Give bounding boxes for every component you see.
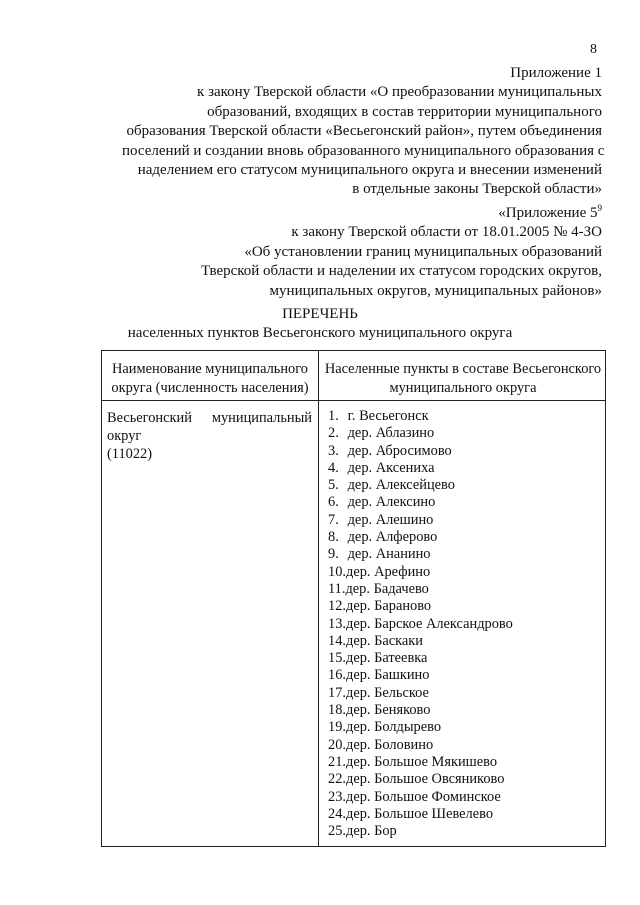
item-number: 5.	[328, 477, 339, 494]
item-number: 24.	[328, 805, 346, 822]
list-item	[328, 789, 513, 806]
settlement-name: дер. Алексино	[347, 494, 436, 511]
annex-heading-superscript: 9	[597, 203, 602, 213]
item-number: 8.	[328, 529, 339, 546]
settlement-name: дер. Бор	[346, 823, 397, 840]
item-number: 23.	[328, 788, 346, 805]
appendix-line: образования Тверской области «Весьегонский район», путем объединения	[126, 123, 602, 140]
list-item	[328, 460, 513, 477]
item-number: 18.	[328, 702, 346, 719]
item-number: 3.	[328, 442, 339, 459]
settlements-table	[101, 350, 606, 847]
list-item	[328, 512, 513, 529]
district-name-line	[107, 409, 312, 427]
list-item	[328, 616, 513, 633]
annex-line: «Об установлении границ муниципальных образований	[244, 243, 602, 260]
header-district-column: Наименование муниципального округа (численность населения)	[111, 361, 309, 396]
list-item	[328, 581, 513, 598]
annex-line: муниципальных округов, муниципальных районов»	[269, 282, 602, 299]
item-number: 1.	[328, 408, 339, 424]
settlement-name: дер. Большое Мякишево	[346, 753, 498, 770]
item-number: 2.	[328, 425, 339, 442]
settlement-name: дер. Бельское	[346, 684, 429, 701]
list-item	[328, 443, 513, 460]
list-subtitle: населенных пунктов Весьегонского муниципального округа	[127, 325, 513, 341]
list-item	[328, 408, 513, 425]
settlement-name: дер. Барское Александрово	[346, 615, 513, 632]
list-item	[328, 719, 513, 736]
district-name-line: округ	[107, 428, 142, 444]
item-number: 25.	[328, 823, 346, 840]
appendix-line: поселений и создании вновь образованного муниципального образования с	[122, 142, 605, 159]
item-number: 6.	[328, 494, 339, 511]
settlement-name: дер. Бараново	[346, 598, 432, 615]
item-number: 12.	[328, 598, 346, 615]
item-number: 22.	[328, 771, 346, 788]
list-item	[328, 823, 513, 840]
appendix-line: Приложение 1	[510, 65, 602, 81]
column-divider	[318, 351, 319, 846]
item-number: 20.	[328, 736, 346, 753]
settlement-name: дер. Аблазино	[347, 425, 435, 442]
annex-header	[122, 204, 602, 301]
settlement-name: дер. Абросимово	[347, 442, 452, 459]
item-number: 13.	[328, 615, 346, 632]
list-item	[328, 529, 513, 546]
annex-heading	[122, 204, 602, 223]
settlement-name: дер. Арефино	[346, 563, 431, 580]
settlement-list	[328, 408, 513, 840]
settlement-name: дер. Бадачево	[345, 580, 429, 597]
item-number: 4.	[328, 459, 339, 476]
appendix-header	[122, 64, 605, 200]
list-item	[328, 564, 513, 581]
settlement-name: дер. Батеевка	[346, 650, 428, 667]
list-item	[328, 771, 513, 788]
list-item	[328, 494, 513, 511]
list-item	[328, 425, 513, 442]
settlement-name: дер. Алферово	[347, 529, 438, 546]
page-number: 8	[590, 42, 597, 57]
item-number: 14.	[328, 632, 346, 649]
item-number: 19.	[328, 719, 346, 736]
district-population: (11022)	[107, 446, 153, 462]
item-number: 7.	[328, 511, 339, 528]
settlement-name: дер. Большое Овсяниково	[346, 771, 505, 788]
header-settlements-column: Населенные пункты в составе Весьегонского муниципального округа	[324, 361, 602, 396]
list-item	[328, 650, 513, 667]
settlement-name: дер. Алешино	[347, 511, 434, 528]
appendix-line: образований, входящих в состав территории муниципального	[207, 103, 602, 120]
settlement-name: дер. Баскаки	[346, 632, 423, 649]
district-name-word: муниципальный	[211, 410, 312, 426]
appendix-line: в отдельные законы Тверской области»	[352, 181, 602, 198]
settlement-name: дер. Беняково	[346, 702, 431, 719]
list-item	[328, 546, 513, 563]
settlement-name: дер. Большое Фоминское	[346, 788, 501, 805]
item-number: 15.	[328, 650, 346, 667]
settlement-name: дер. Ананино	[347, 546, 431, 563]
item-number: 10.	[328, 563, 346, 580]
settlement-name: дер. Алексейцево	[347, 477, 455, 494]
settlement-name: дер. Башкино	[346, 667, 430, 684]
district-cell	[107, 409, 312, 463]
appendix-line: наделением его статусом муниципального округа и внесении изменений	[137, 162, 602, 179]
annex-line: к закону Тверской области от 18.01.2005 № 4-ЗО	[291, 224, 602, 241]
item-number: 16.	[328, 667, 346, 684]
list-item	[328, 806, 513, 823]
annex-heading-text: «Приложение 5	[498, 205, 598, 221]
list-item	[328, 702, 513, 719]
item-number: 11.	[328, 580, 346, 597]
list-item	[328, 754, 513, 771]
list-item	[328, 598, 513, 615]
settlement-name: дер. Болдырево	[346, 719, 442, 736]
settlement-name: дер. Большое Шевелево	[346, 805, 494, 822]
district-name-word: Весьегонский	[107, 410, 192, 426]
list-item	[328, 633, 513, 650]
settlement-name: дер. Боловино	[346, 736, 434, 753]
list-title: ПЕРЕЧЕНЬ	[282, 306, 358, 322]
item-number: 21.	[328, 753, 346, 770]
list-item	[328, 685, 513, 702]
annex-line: Тверской области и наделении их статусом городских округов,	[201, 263, 602, 280]
settlement-name: дер. Аксениха	[347, 459, 435, 476]
item-number: 9.	[328, 546, 339, 563]
list-item	[328, 737, 513, 754]
settlement-name: г. Весьегонск	[347, 408, 429, 424]
item-number: 17.	[328, 684, 346, 701]
list-item	[328, 667, 513, 684]
list-item	[328, 477, 513, 494]
header-divider	[102, 400, 605, 401]
appendix-line: к закону Тверской области «О преобразовании муниципальных	[197, 84, 602, 101]
